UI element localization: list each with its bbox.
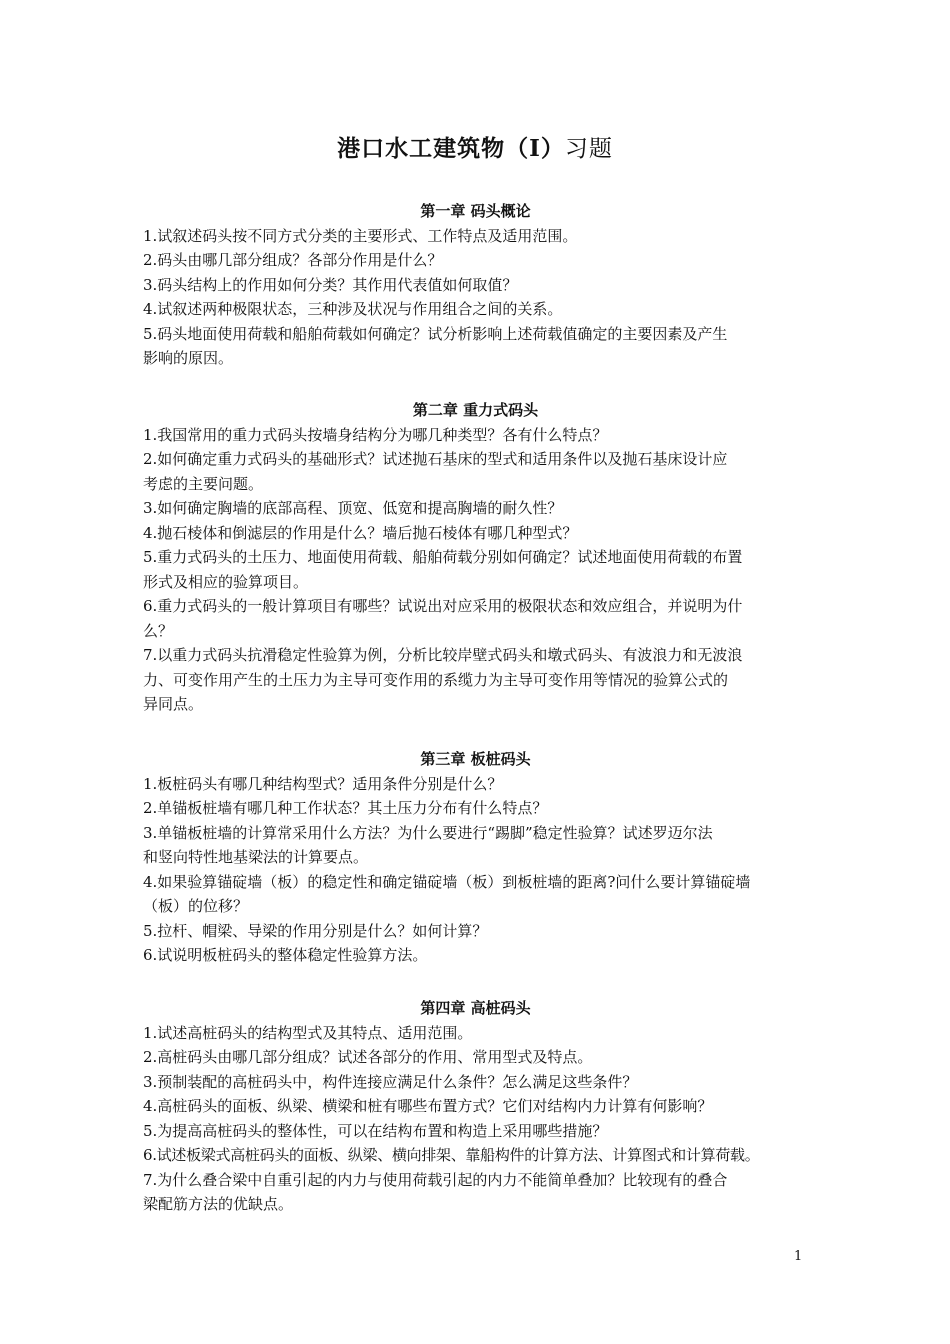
question-item: 7.为什么叠合梁中自重引起的内力与使用荷载引起的内力不能简单叠加？比较现有的叠合 梁配筋方法的优缺点。	[143, 1170, 728, 1213]
page-number: 1	[794, 1249, 803, 1264]
document-title-main: 港口水工建筑物（I）	[337, 135, 565, 162]
question-item: 2.单锚板桩墙有哪几种工作状态？其土压力分布有什么特点？	[143, 799, 548, 817]
question-item: 2.高桩码头由哪几部分组成？试述各部分的作用、常用型式及特点。	[143, 1048, 593, 1066]
question-item: 2.码头由哪几部分组成？各部分作用是什么？	[143, 251, 443, 269]
question-item: 3.预制装配的高桩码头中，构件连接应满足什么条件？怎么满足这些条件？	[143, 1072, 638, 1091]
question-item: 1.试叙述码头按不同方式分类的主要形式、工作特点及适用范围。	[143, 226, 578, 245]
question-item: 6.重力式码头的一般计算项目有哪些？试说出对应采用的极限状态和效应组合，并说明为什 么？	[143, 597, 743, 640]
question-item: 5.码头地面使用荷载和船舶荷载如何确定？试分析影响上述荷载值确定的主要因素及产生 影响的原因。	[143, 324, 728, 367]
chapter-heading: 第二章 重力式码头	[412, 401, 539, 419]
question-item: 3.如何确定胸墙的底部高程、顶宽、低宽和提高胸墙的耐久性？	[143, 499, 563, 517]
chapter-2	[143, 398, 808, 717]
chapter-heading: 第四章 高桩码头	[420, 999, 531, 1017]
question-item: 4.如果验算锚碇墙（板）的稳定性和确定锚碇墙（板）到板桩墙的距离?问什么要计算锚碇墙 （板）的位移？	[143, 872, 751, 915]
chapter-heading: 第三章 板桩码头	[420, 750, 531, 768]
document-title	[0, 133, 950, 165]
question-item: 6.试述板梁式高桩码头的面板、纵梁、横向排架、靠船构件的计算方法、计算图式和计算荷载。	[143, 1146, 760, 1164]
question-item: 6.试说明板桩码头的整体稳定性验算方法。	[143, 946, 428, 964]
question-item: 5.为提高高桩码头的整体性，可以在结构布置和构造上采用哪些措施？	[143, 1121, 608, 1140]
question-item: 1.板桩码头有哪几种结构型式？适用条件分别是什么？	[143, 774, 503, 793]
chapter-3	[143, 747, 808, 968]
document-title-suffix: 习题	[564, 136, 613, 162]
chapter-4	[143, 996, 808, 1217]
question-item: 3.码头结构上的作用如何分类？其作用代表值如何取值？	[143, 275, 518, 294]
question-item: 5.拉杆、帽梁、导梁的作用分别是什么？如何计算？	[143, 921, 488, 940]
question-item: 4.高桩码头的面板、纵梁、横梁和桩有哪些布置方式？它们对结构内力计算有何影响？	[143, 1097, 713, 1115]
chapter-heading: 第一章 码头概论	[420, 202, 531, 220]
question-item: 1.我国常用的重力式码头按墙身结构分为哪几种类型？各有什么特点？	[143, 425, 608, 444]
question-item: 4.试叙述两种极限状态，三种涉及状况与作用组合之间的关系。	[143, 300, 563, 318]
question-item: 7.以重力式码头抗滑稳定性验算为例，分析比较岸壁式码头和墩式码头、有波浪力和无波浪 力、可变作用产生的土压力为主导可变作用的系缆力为主导可变作用等情况的验算公式的 异同点。	[143, 646, 743, 713]
question-item: 3.单锚板桩墙的计算常采用什么方法？为什么要进行“踢脚”稳定性验算？试述罗迈尔法 和竖向特性地基梁法的计算要点。	[143, 823, 713, 866]
question-item: 1.试述高桩码头的结构型式及其特点、适用范围。	[143, 1023, 473, 1042]
question-item: 2.如何确定重力式码头的基础形式？试述抛石基床的型式和适用条件以及抛石基床设计应 考虑的主要问题。	[143, 450, 728, 493]
question-item: 4.抛石棱体和倒滤层的作用是什么？墙后抛石棱体有哪几种型式？	[143, 523, 578, 542]
chapter-1	[143, 199, 808, 371]
question-item: 5.重力式码头的土压力、地面使用荷载、船舶荷载分别如何确定？试述地面使用荷载的布置 形式及相应的验算项目。	[143, 548, 743, 591]
